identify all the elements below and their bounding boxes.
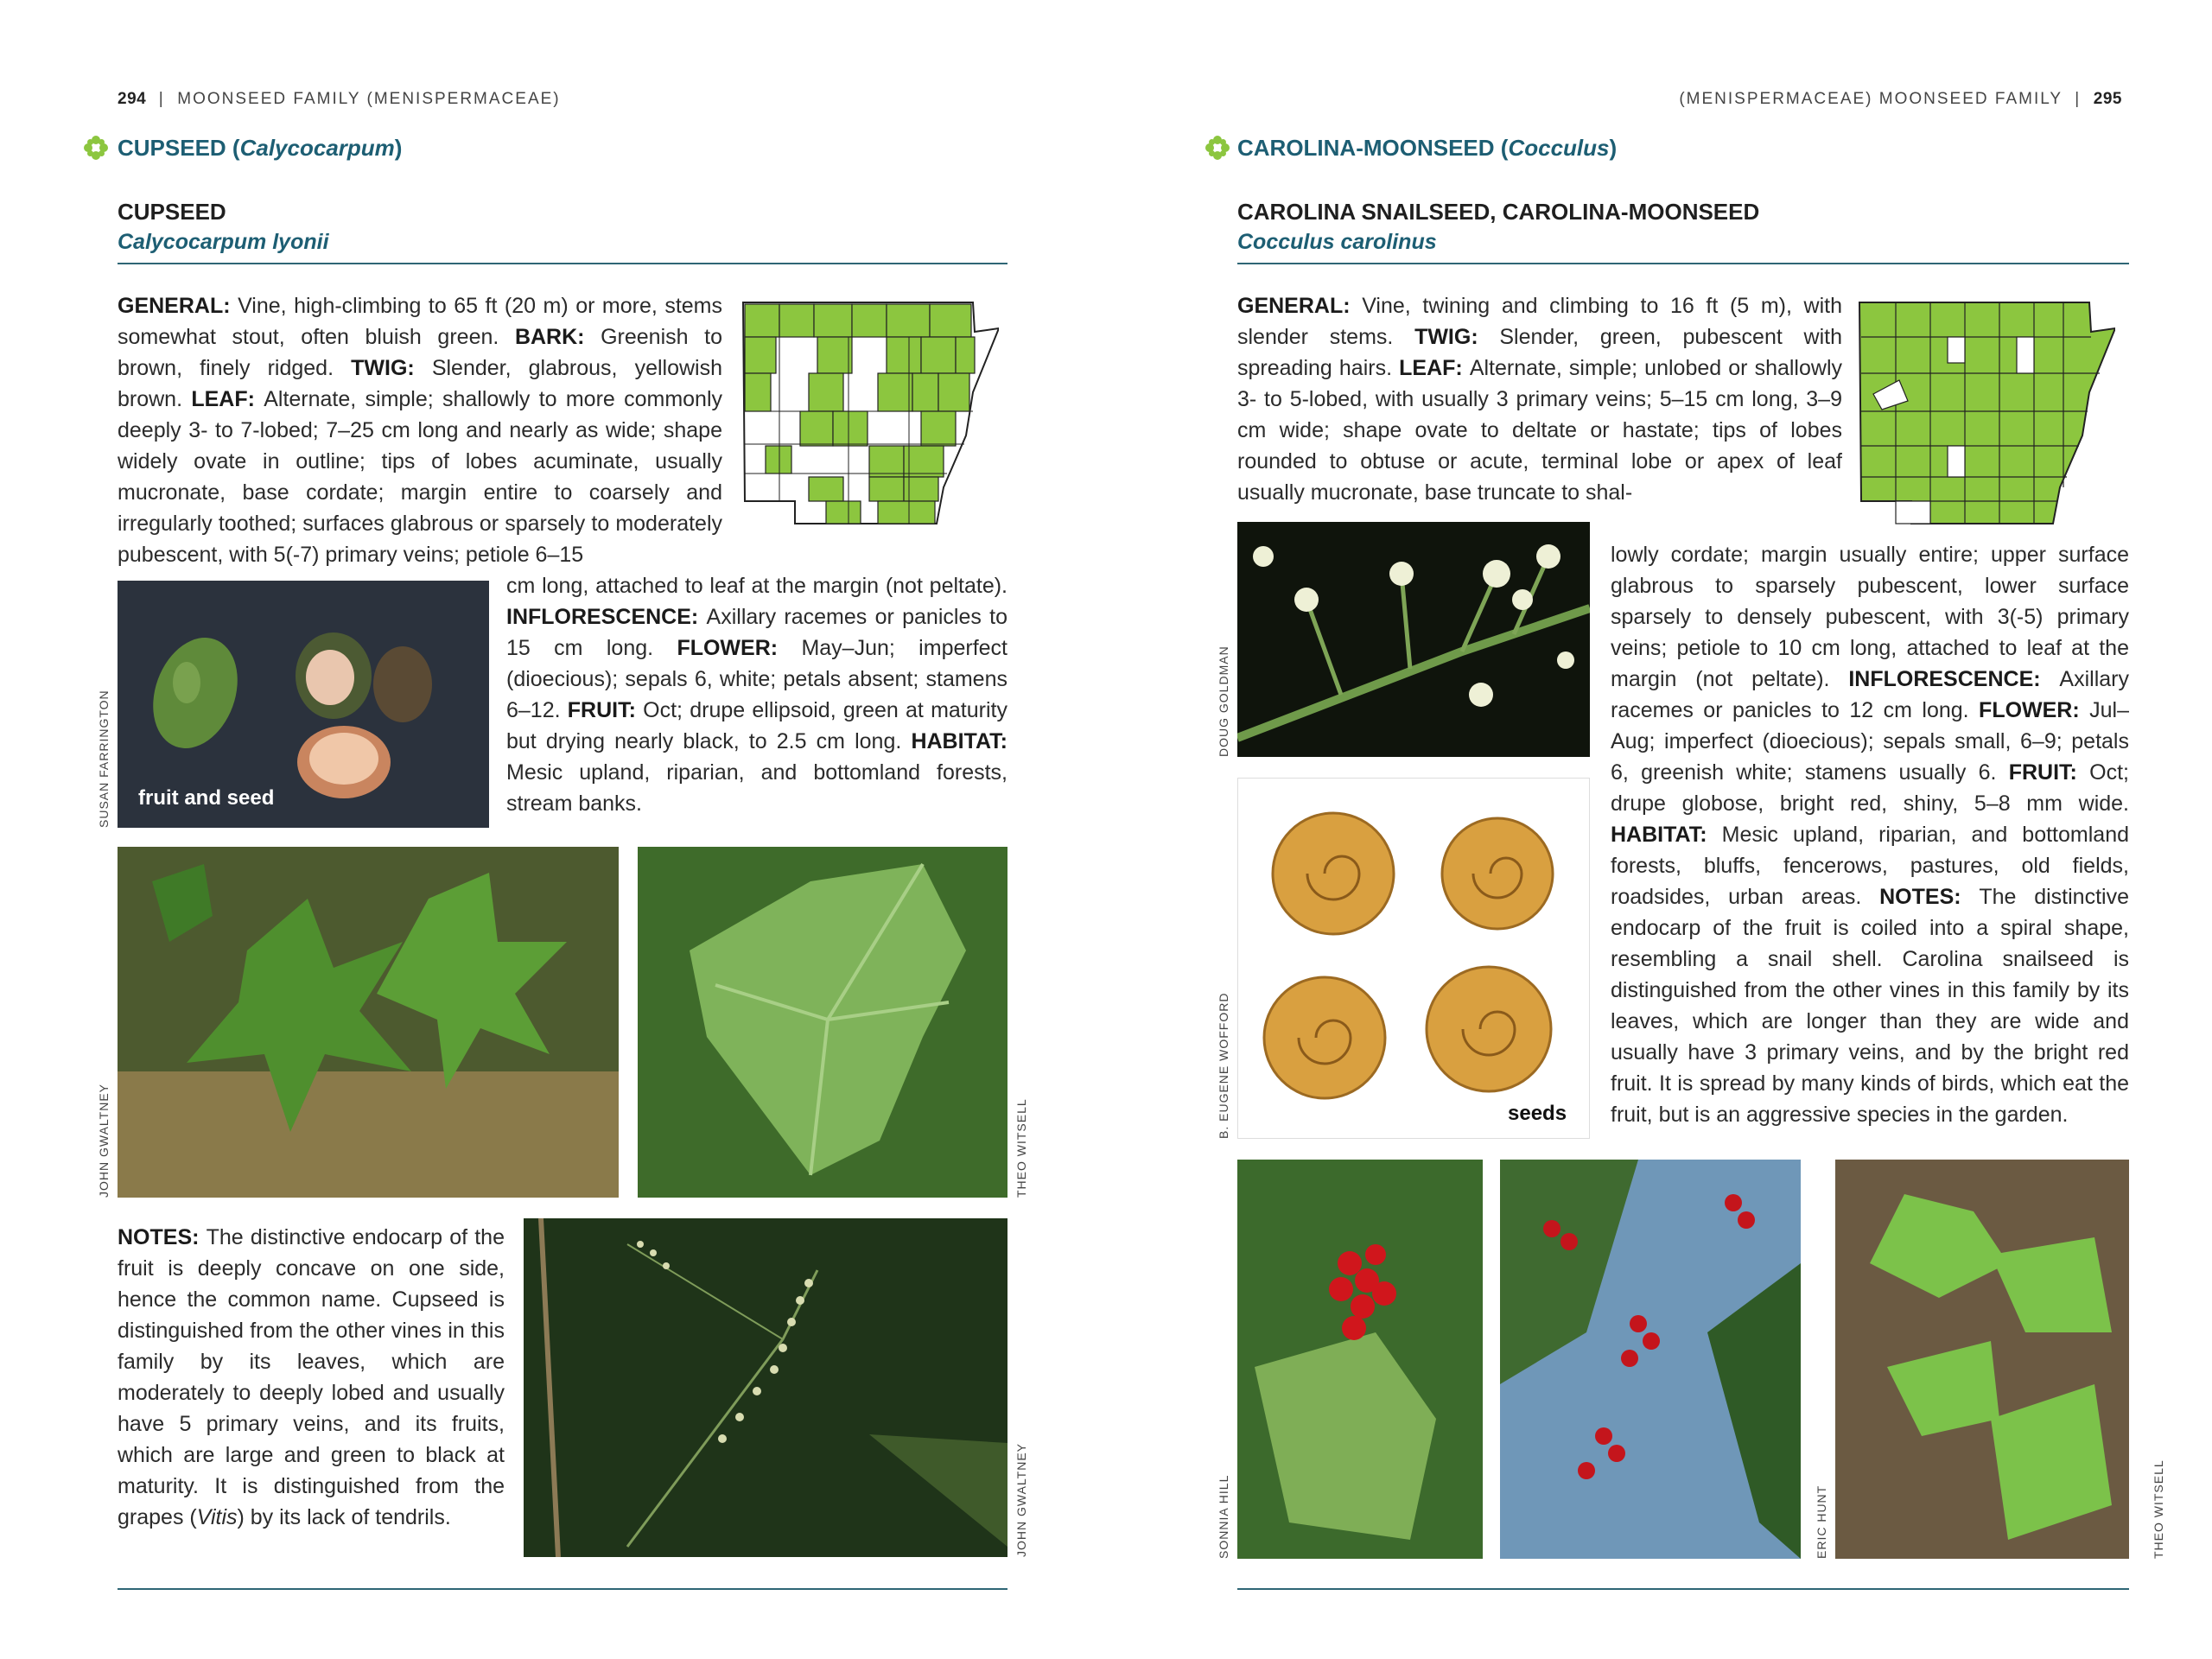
page-number: 295: [2093, 90, 2122, 108]
title-rule: [1237, 263, 2129, 264]
bottom-rule: [118, 1588, 1007, 1590]
family-heading: CUPSEED (Calycocarpum): [118, 135, 403, 161]
page-number: 294: [118, 90, 147, 108]
photo-credit: JOHN GWALTNEY: [1014, 1442, 1028, 1557]
description-text-part1: GENERAL: Vine, twining and climbing to 16 ft (5 m), with slender stems. TWIG: Slender, green, pubescent with spreading hairs. LEAF: Alternate, simple; unlobed or shallowly 3- to 5-lobed, with usually 3 primary veins; 5–15 cm long, 3–9 cm wide; shape ovate to deltate or hastate; tips of lobes rounded to obtuse or acute, terminal lobe or apex of leaf usually mucronate, base truncate to shal-: [1237, 294, 1843, 505]
description-text-part2: lowly cordate; margin usually entire; upper surface glabrous to sparsely pubescent, lower surface sparsely to densely pubescent, with 3(-5) primary veins; petiole to 10 cm long, attached to leaf at the margin (not peltate). INFLORESCENCE: Axillary racemes or panicles to 12 cm long. FLOWER: Jul–Aug; imperfect (dioecious); sepals small, 6–9; petals 6, greenish white; stamens usually 6. FRUIT: Oct; drupe globose, bright red, shiny, 5–8 mm wide. HABITAT: Mesic upland, riparian, and bottomland forests, bluffs, fencerows, pastures, old fields, roadsides, urban areas. NOTES: The distinctive endocarp of the fruit is coiled into a spiral shape, resembling a snail shell. Carolina snailseed is distinguished from the other vines in this family by its leaves, which are longer than they are wide and usually have 3 primary veins, and by the bright red fruit. It is spread by many kinds of birds, which eat the fruit, but is an aggressive species in the garden.: [1611, 543, 2130, 1127]
photo-caption: fruit and seed: [138, 786, 275, 810]
distribution-map: [1856, 297, 2115, 531]
photo-credit: JOHN GWALTNEY: [97, 1083, 111, 1198]
species-common-name: CUPSEED: [118, 199, 226, 225]
flower-bullet-icon: [83, 135, 109, 161]
photo-fruit-and-seed: [118, 581, 489, 828]
photo-flowers: [1237, 522, 1590, 757]
running-head-section: MOONSEED FAMILY (MENISPERMACEAE): [177, 90, 561, 108]
photo-credit: THEO WITSELL: [2152, 1459, 2165, 1559]
bottom-rule: [1237, 1588, 2129, 1590]
title-rule: [118, 263, 1007, 264]
distribution-map: [740, 297, 999, 531]
running-head-section: (MENISPERMACEAE) MOONSEED FAMILY: [1679, 90, 2063, 108]
photo-credit: B. EUGENE WOFFORD: [1217, 992, 1230, 1139]
photo-caption: seeds: [1508, 1102, 1567, 1125]
photo-credit: SONNIA HILL: [1217, 1474, 1230, 1559]
description-text-part1: GENERAL: Vine, high-climbing to 65 ft (20 m) or more, stems somewhat stout, often bluish green. BARK: Greenish to brown, finely ridged. TWIG: Slender, glabrous, yellowish brown. LEAF: Alternate, simple; shallowly to more commonly deeply 3- to 7-lobed; 7–25 cm long and nearly as wide; shape widely ovate in outline; tips of lobes acuminate, usually mucronate, base cordate; margin entire to coarsely and irregularly toothed; surfaces glabrous or sparsely to moderately pubescent, with 5(-7) primary veins; petiole 6–15: [118, 294, 723, 567]
photo-credit: SUSAN FARRINGTON: [97, 690, 111, 828]
photo-credit: DOUG GOLDMAN: [1217, 645, 1230, 757]
family-heading: CAROLINA-MOONSEED (Cocculus): [1237, 135, 1618, 161]
photo-berry-clusters: [1500, 1160, 1801, 1559]
notes-text: NOTES: The distinctive endocarp of the fruit is deeply concave on one side, hence the common name. Cupseed is distinguished from the other vines in this family by its leaves, which are moderately to deeply lobed and usually have 5 primary veins, and its fruits, which are large and green to black at maturity. It is distinguished from the grapes (Vitis) by its lack of tendrils.: [118, 1225, 505, 1529]
photo-red-berries-leaf: [1237, 1160, 1483, 1559]
right-page: [1106, 0, 2212, 1659]
running-head: 294 | MOONSEED FAMILY (MENISPERMACEAE): [118, 90, 561, 108]
running-head: (MENISPERMACEAE) MOONSEED FAMILY | 295: [1679, 90, 2122, 108]
flower-bullet-icon: [1205, 135, 1230, 161]
species-common-name: CAROLINA SNAILSEED, CAROLINA-MOONSEED: [1237, 199, 1760, 225]
species-scientific-name: Calycocarpum lyonii: [118, 230, 329, 254]
photo-broad-leaf: [638, 847, 1007, 1198]
description-text-part2: cm long, attached to leaf at the margin (not peltate). INFLORESCENCE: Axillary racemes or panicles to 15 cm long. FLOWER: May–Jun; imperfect (dioecious); sepals 6, white; petals absent; stamens 6–12. FRUIT: Oct; drupe ellipsoid, green at maturity but drying nearly black, to 2.5 cm long. HABITAT: Mesic upland, riparian, and bottomland forests, stream banks.: [506, 574, 1007, 816]
photo-seeds: [1237, 778, 1590, 1139]
photo-lobed-leaves: [118, 847, 619, 1198]
photo-inflorescence: [524, 1218, 1007, 1557]
photo-credit: ERIC HUNT: [1815, 1484, 1828, 1559]
photo-credit: THEO WITSELL: [1014, 1098, 1028, 1198]
species-scientific-name: Cocculus carolinus: [1237, 230, 1437, 254]
photo-leaves-forest-floor: [1835, 1160, 2129, 1559]
